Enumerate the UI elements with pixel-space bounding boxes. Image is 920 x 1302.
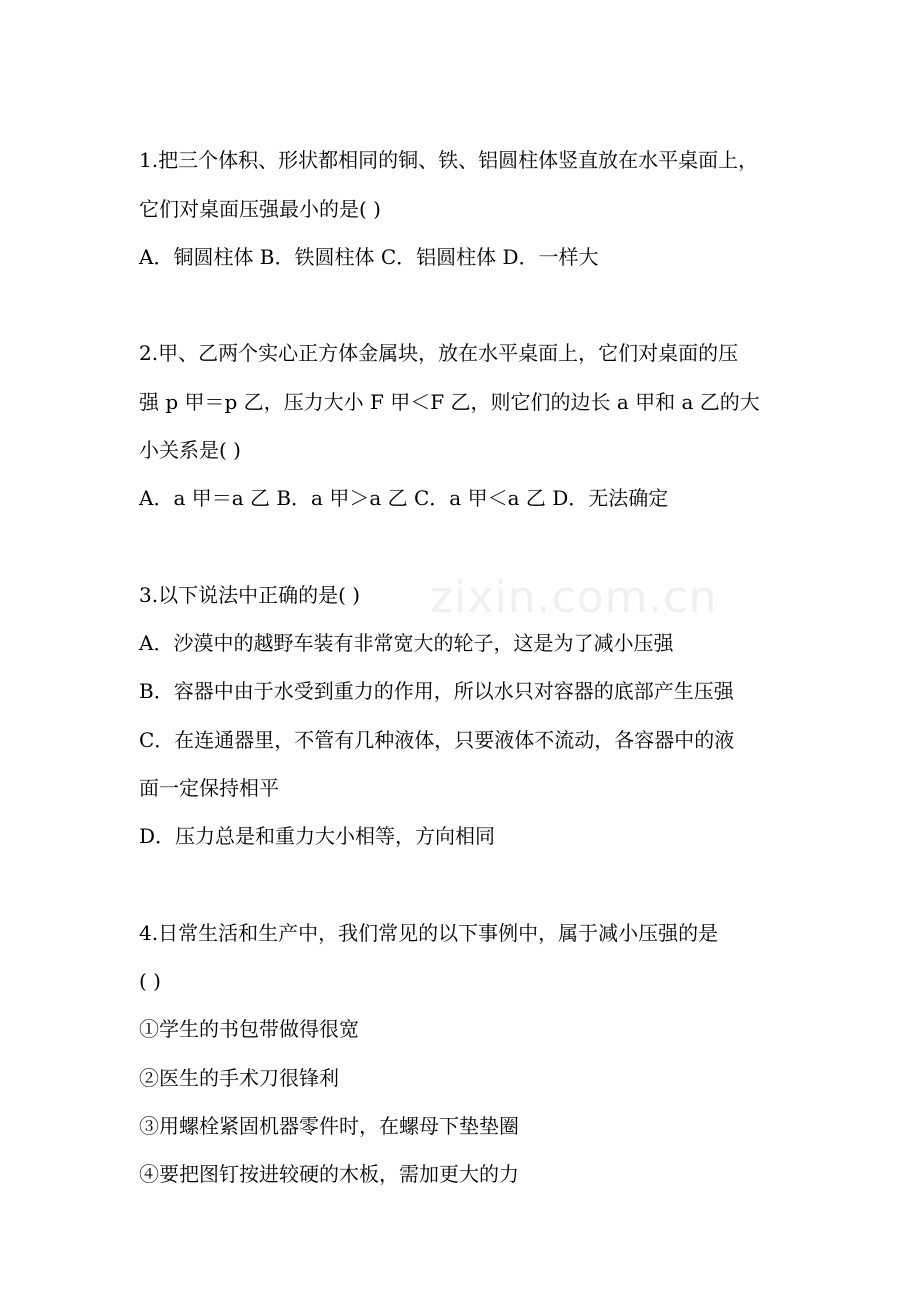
question-3-stem: 3.以下说法中正确的是( )	[139, 583, 361, 607]
question-4-stem-line-1: 4.日常生活和生产中，我们常见的以下事例中，属于减小压强的是	[139, 921, 719, 945]
question-3-option-b: B．容器中由于水受到重力的作用，所以水只对容器的底部产生压强	[139, 679, 734, 703]
question-2-stem-line-2: 强 p 甲＝p 乙，压力大小 F 甲＜F 乙，则它们的边长 a 甲和 a 乙的大	[139, 390, 760, 414]
question-2-stem-line-3: 小关系是( )	[139, 438, 241, 462]
question-4-item-1: ①学生的书包带做得很宽	[139, 1017, 359, 1041]
question-1-stem-line-1: 1.把三个体积、形状都相同的铜、铁、铝圆柱体竖直放在水平桌面上，	[139, 148, 759, 172]
question-4-stem-line-2: ( )	[139, 969, 161, 993]
question-3-option-c-line-1: C．在连通器里，不管有几种液体，只要液体不流动，各容器中的液	[139, 728, 735, 752]
question-2-stem-line-1: 2.甲、乙两个实心正方体金属块，放在水平桌面上，它们对桌面的压	[139, 341, 739, 365]
question-4-item-4: ④要把图钉按进较硬的木板，需加更大的力	[139, 1162, 519, 1186]
question-3-option-d: D．压力总是和重力大小相等，方向相同	[139, 824, 496, 848]
question-1-stem-line-2: 它们对桌面压强最小的是( )	[139, 197, 381, 221]
question-1-options: A．铜圆柱体 B．铁圆柱体 C．铝圆柱体 D．一样大	[139, 245, 599, 269]
question-2-options: A．a 甲＝a 乙 B．a 甲＞a 乙 C．a 甲＜a 乙 D．无法确定	[139, 486, 669, 510]
question-3-option-a: A．沙漠中的越野车装有非常宽大的轮子，这是为了减小压强	[139, 631, 674, 655]
question-4-item-3: ③用螺栓紧固机器零件时，在螺母下垫垫圈	[139, 1114, 519, 1138]
watermark: zixin.com.cn	[430, 572, 718, 623]
question-4-item-2: ②医生的手术刀很锋利	[139, 1066, 339, 1090]
question-3-option-c-line-2: 面一定保持相平	[139, 776, 279, 800]
